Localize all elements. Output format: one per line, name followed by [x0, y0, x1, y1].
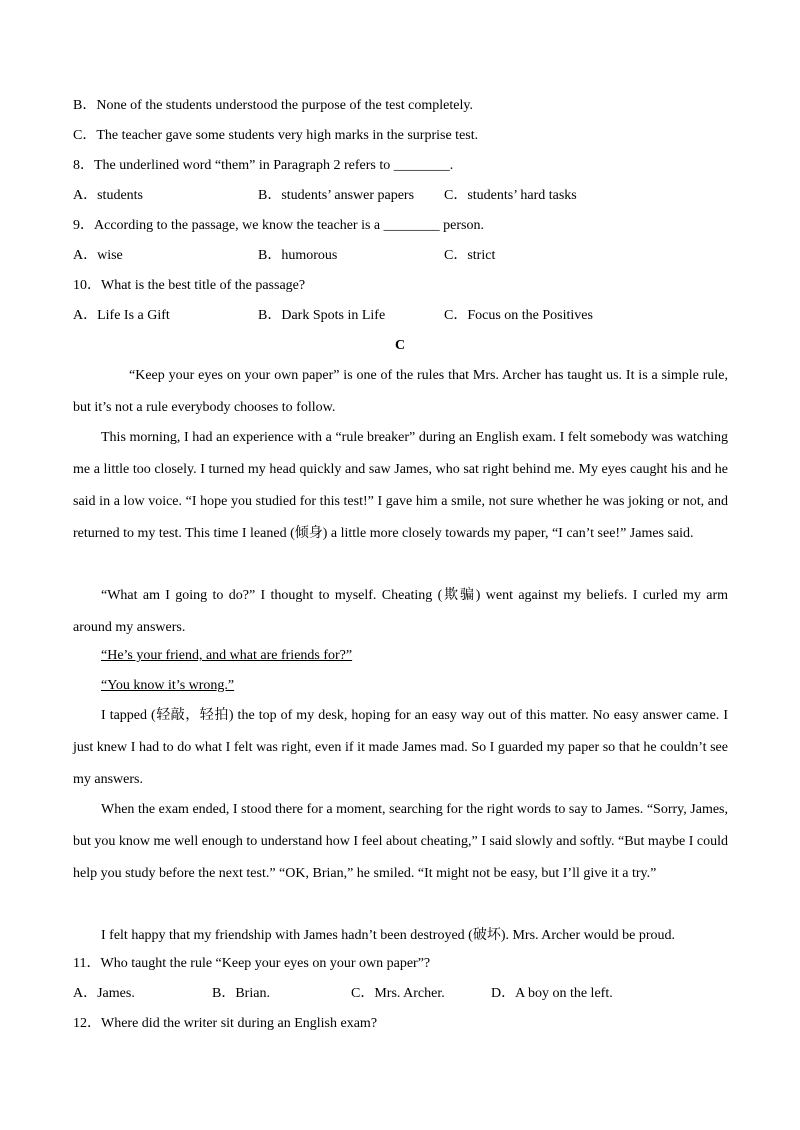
passage-paragraph-8: I felt happy that my friendship with James hadn’t been destroyed (破坏). Mrs. Archer would be proud.: [101, 928, 675, 943]
q8-option-c: C．students’ hard tasks: [444, 188, 577, 203]
q8-option-a: A．students: [73, 188, 143, 203]
q9-stem: 9．According to the passage, we know the teacher is a ________ person.: [73, 218, 484, 233]
passage-paragraph-6: I tapped (轻敲，轻拍) the top of my desk, hoping for an easy way out of this matter. No easy answer came. I just knew I had to do what I felt was right, even if it made James mad. So I guarded my paper so that he couldn’t see my answers.: [73, 708, 728, 787]
q9-option-a: A．wise: [73, 248, 123, 263]
q8-option-b: B．students’ answer papers: [258, 188, 415, 203]
q7-option-b: B．None of the students understood the purpose of the test completely.: [73, 98, 473, 113]
q11-option-a: A．James.: [73, 986, 135, 1001]
q10-stem: 10．What is the best title of the passage?: [73, 278, 306, 293]
q11-option-c: C．Mrs. Archer.: [351, 986, 445, 1001]
passage-paragraph-1: “Keep your eyes on your own paper” is one of the rules that Mrs. Archer has taught us. It is a simple rule, but it’s not a rule everybody chooses to follow.: [73, 368, 728, 415]
q9-option-b: B．humorous: [258, 248, 338, 263]
q12-stem: 12．Where did the writer sit during an English exam?: [73, 1016, 378, 1031]
q10-option-a: A．Life Is a Gift: [73, 308, 170, 323]
q10-option-c: C．Focus on the Positives: [444, 308, 593, 323]
passage-paragraph-2: This morning, I had an experience with a “rule breaker” during an English exam. I felt somebody was watching me a little too closely. I turned my head quickly and saw James, who sat right behind me. My eyes caught his and he said in a low voice. “I hope you studied for this test!” I gave him a smile, not sure whether he was joking or not, and returned to my test. This time I leaned (倾身) a little more closely towards my paper, “I can’t see!” James said.: [73, 430, 728, 541]
passage-paragraph-7: When the exam ended, I stood there for a moment, searching for the right words to say to James. “Sorry, James, but you know me well enough to understand how I feel about cheating,” I said slowly and softly. “But maybe I could help you study before the next test.” “OK, Brian,” he smiled. “It might not be easy, but I’ll give it a try.”: [73, 802, 728, 881]
underlined-sentence-2: “You know it’s wrong.”: [101, 678, 235, 693]
q9-option-c: C．strict: [444, 248, 496, 263]
q11-option-d: D．A boy on the left.: [491, 986, 613, 1001]
q10-option-b: B．Dark Spots in Life: [258, 308, 386, 323]
q11-stem: 11．Who taught the rule “Keep your eyes on your own paper”?: [73, 956, 431, 971]
q7-option-c: C．The teacher gave some students very high marks in the surprise test.: [73, 128, 479, 143]
section-heading: C: [394, 338, 406, 353]
q8-stem: 8．The underlined word “them” in Paragraph 2 refers to ________.: [73, 158, 454, 173]
underlined-sentence-1: “He’s your friend, and what are friends for?”: [101, 648, 353, 663]
passage-paragraph-3: “What am I going to do?” I thought to myself. Cheating (欺骗) went against my beliefs. I curled my arm around my answers.: [73, 588, 728, 635]
q11-option-b: B．Brian.: [212, 986, 270, 1001]
